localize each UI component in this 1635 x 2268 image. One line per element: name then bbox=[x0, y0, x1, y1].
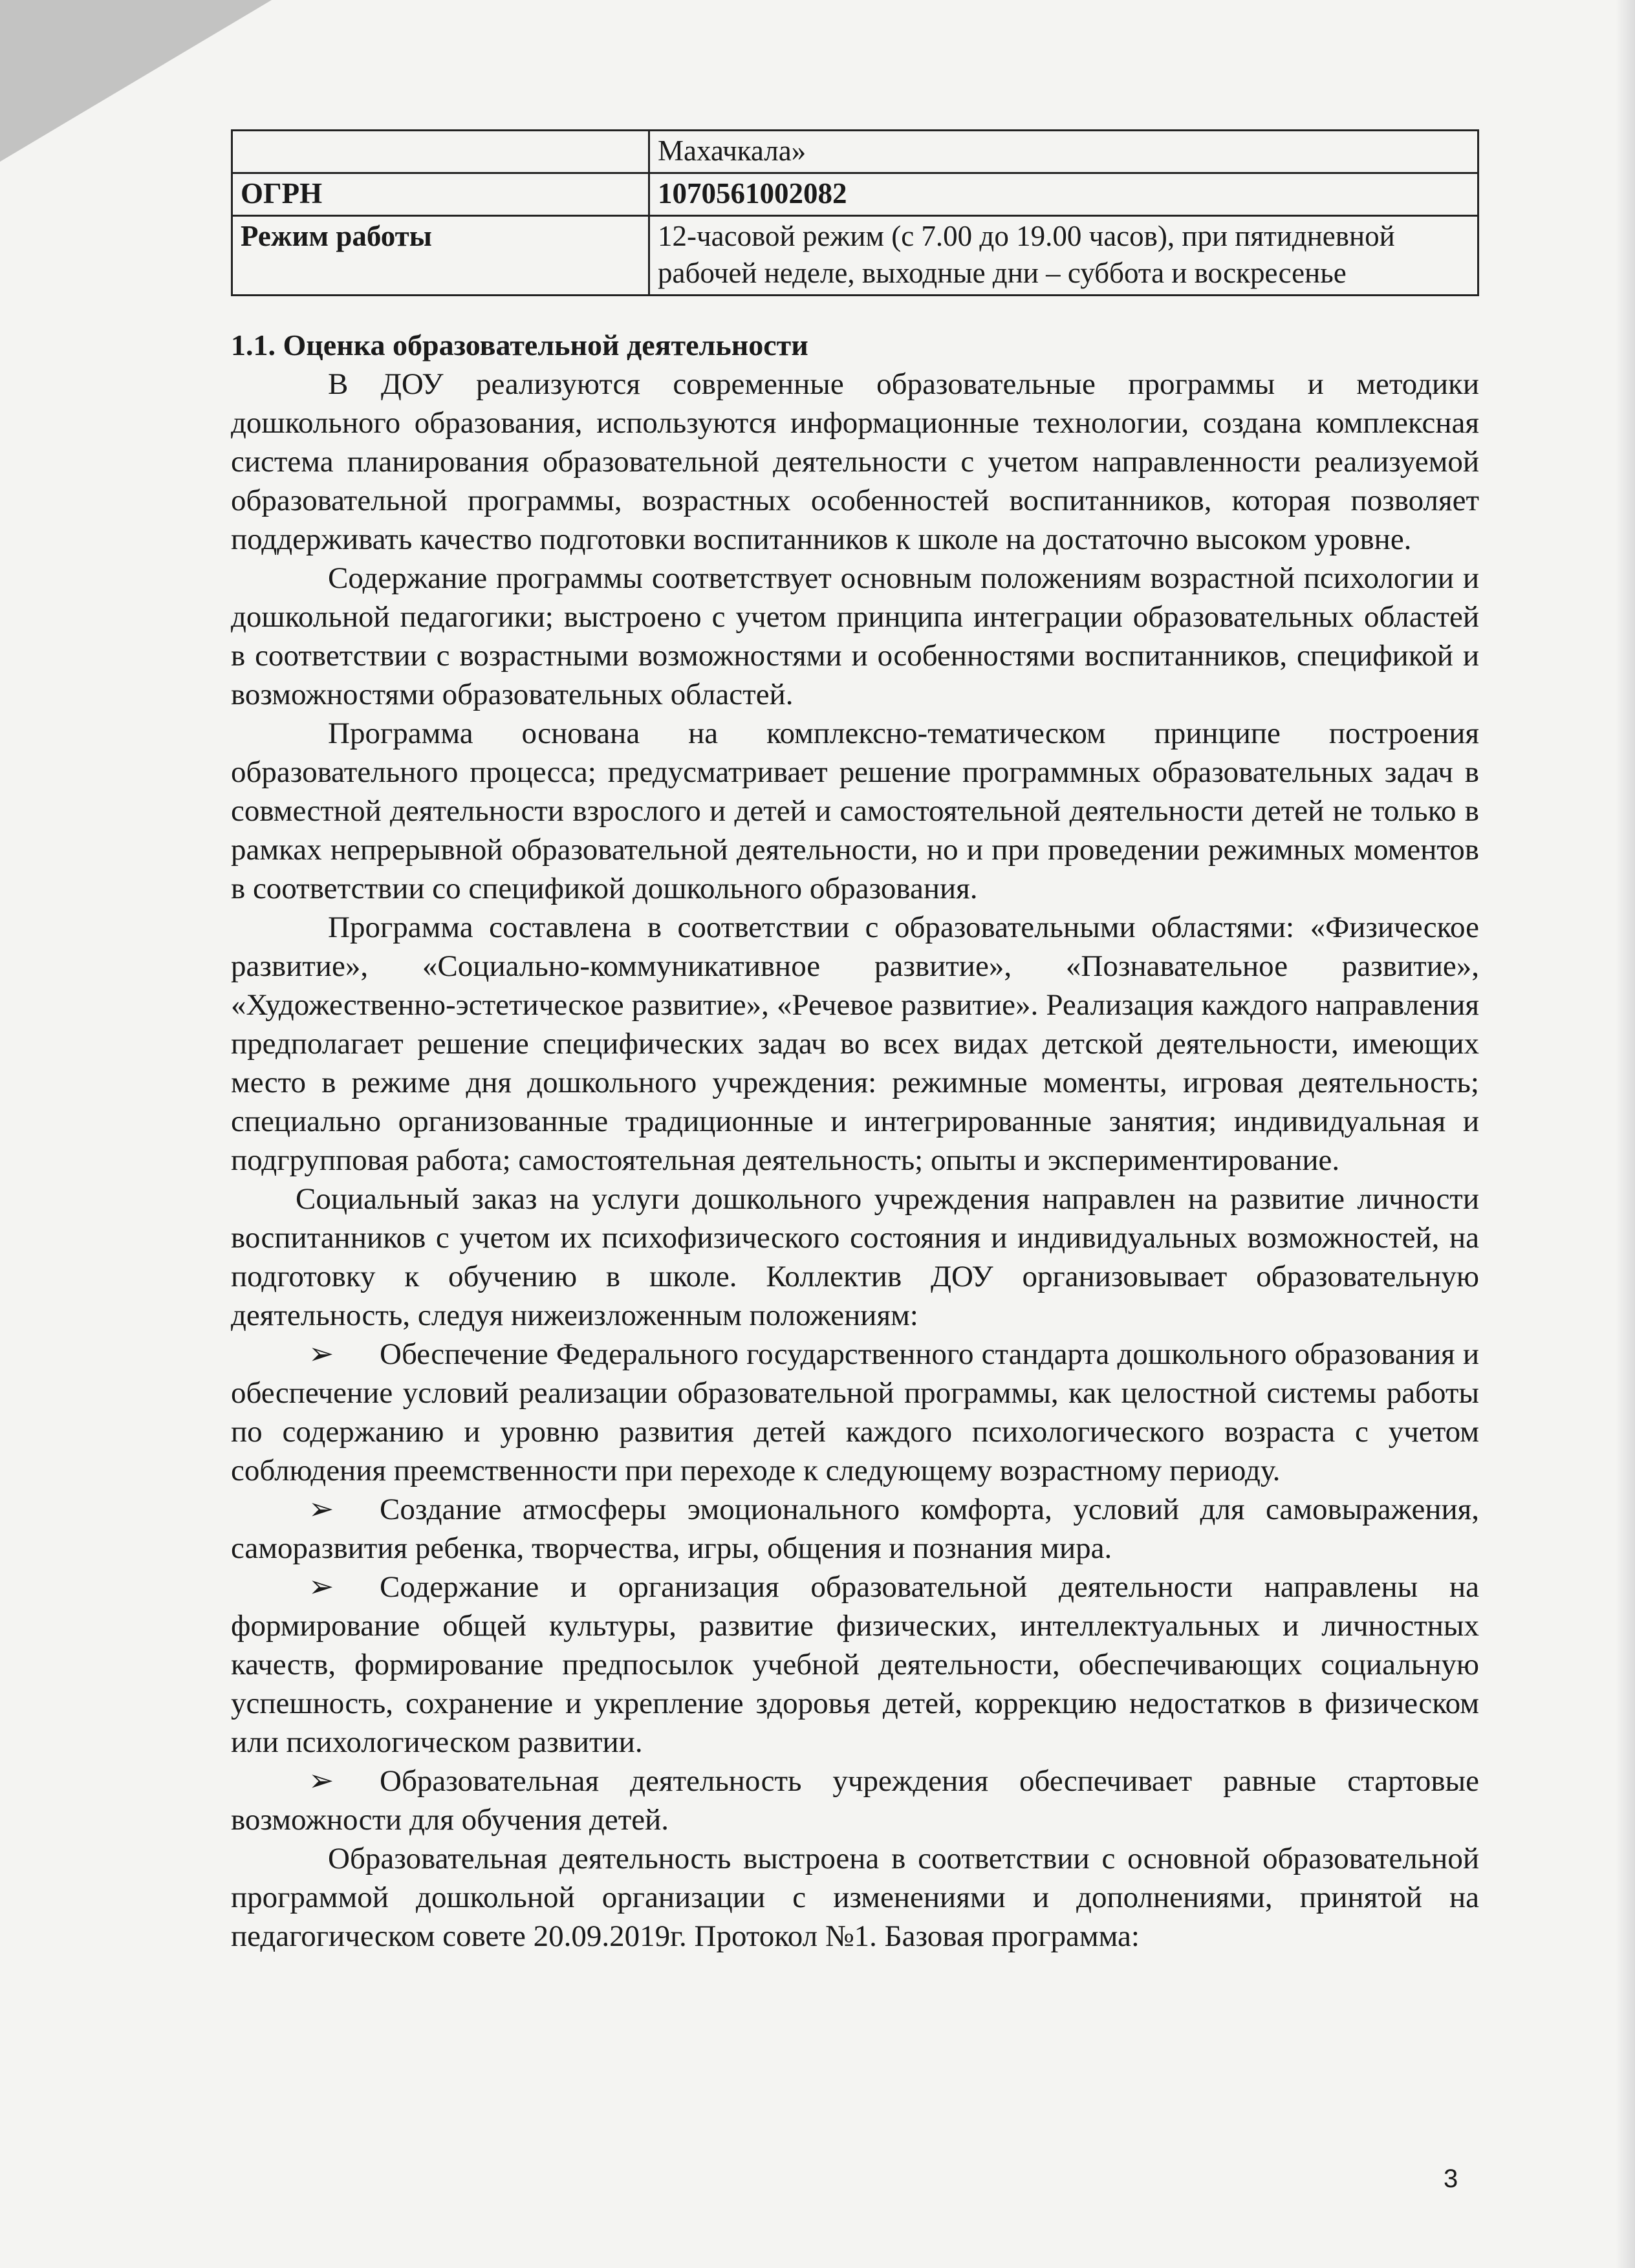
table-row bbox=[232, 216, 1478, 296]
paragraph: Программа основана на комплексно-тематическом принципе построения образовательного процесса; предусматривает решение программных образовательных задач в совместной деятельности взрослого и детей и самостоятельной деятельности детей не только в рамках непрерывной образовательной деятельности, но и при проведении режимных моментов в соответствии со спецификой дошкольного образования. bbox=[231, 717, 1479, 905]
table-cell-label: Режим работы bbox=[232, 216, 649, 296]
table-cell-value: 12-часовой режим (с 7.00 до 19.00 часов), при пятидневной рабочей неделе, выходные дни – суббота и воскресенье bbox=[649, 216, 1478, 296]
document-page bbox=[231, 129, 1479, 1956]
arrow-bullet-icon: ➢ bbox=[309, 1337, 334, 1371]
table-cell-value: Махачкала» bbox=[649, 131, 1478, 173]
paragraph: Содержание программы соответствует основным положениям возрастной психологии и дошкольной педагогики; выстроено с учетом принципа интеграции образовательных областей в соответствии с возрастными возможностями и особенностями воспитанников, спецификой и возможностями образовательных областей. bbox=[231, 561, 1479, 711]
list-item bbox=[231, 1490, 1479, 1568]
table-cell-label: ОГРН bbox=[232, 173, 649, 216]
list-item bbox=[231, 1762, 1479, 1839]
table-row bbox=[232, 173, 1478, 216]
paragraph: Программа составлена в соответствии с образовательными областями: «Физическое развитие», «Социально-коммуникативное развитие», «Познавательное развитие», «Художественно-эстетическое развитие», «Речевое развитие». Реализация каждого направления предполагает решение специфических задач во всех видах детской деятельности, имеющих место в режиме дня дошкольного учреждения: режимные моменты, игровая деятельность; специально организованные традиционные и интегрированные занятия; индивидуальная и подгрупповая работа; самостоятельная деятельность; опыты и экспериментирование. bbox=[231, 911, 1479, 1177]
info-table bbox=[231, 129, 1479, 296]
list-item-text: Обеспечение Федерального государственного стандарта дошкольного образования и обеспечение условий реализации образовательной программы, как целостной системы работы по содержанию и уровню развития детей каждого психологического возраста с учетом соблюдения преемственности при переходе к следующему возрастному периоду. bbox=[231, 1337, 1479, 1487]
paragraph: В ДОУ реализуются современные образовательные программы и методики дошкольного образования, используются информационные технологии, создана комплексная система планирования образовательной деятельности с учетом направленности реализуемой образовательной программы, возрастных особенностей воспитанников, которая позволяет поддерживать качество подготовки воспитанников к школе на достаточно высоком уровне. bbox=[231, 367, 1479, 556]
page-edge-shadow bbox=[1616, 0, 1635, 2268]
list-item-text: Создание атмосферы эмоционального комфорта, условий для самовыражения, саморазвития ребенка, творчества, игры, общения и познания мира. bbox=[231, 1493, 1479, 1565]
list-item bbox=[231, 1568, 1479, 1762]
list-item bbox=[231, 1335, 1479, 1490]
table-row bbox=[232, 131, 1478, 173]
table-cell-value: 1070561002082 bbox=[649, 173, 1478, 216]
final-paragraph: Образовательная деятельность выстроена в соответствии с основной образовательной программой дошкольной организации с изменениями и дополнениями, принятой на педагогическом совете 20.09.2019г. Протокол №1. Базовая программа: bbox=[231, 1842, 1479, 1953]
arrow-bullet-icon: ➢ bbox=[309, 1764, 334, 1798]
paragraph: Социальный заказ на услуги дошкольного учреждения направлен на развитие личности воспитанников с учетом их психофизического состояния и индивидуальных возможностей, на подготовку к обучению в школе. Коллектив ДОУ организовывает образовательную деятельность, следуя нижеизложенным положениям: bbox=[231, 1182, 1479, 1332]
page-number: 3 bbox=[1444, 2165, 1458, 2193]
section-title: 1.1. Оценка образовательной деятельности bbox=[231, 329, 808, 362]
table-cell-label bbox=[232, 131, 649, 173]
arrow-bullet-icon: ➢ bbox=[309, 1493, 334, 1526]
list-item-text: Образовательная деятельность учреждения обеспечивает равные стартовые возможности для обучения детей. bbox=[231, 1764, 1479, 1837]
arrow-bullet-icon: ➢ bbox=[309, 1570, 334, 1604]
list-item-text: Содержание и организация образовательной деятельности направлены на формирование общей культуры, развитие физических, интеллектуальных и личностных качеств, формирование предпосылок учебной деятельности, обеспечивающих социальную успешность, сохранение и укрепление здоровья детей, коррекцию недостатков в физическом или психологическом развитии. bbox=[231, 1570, 1479, 1759]
